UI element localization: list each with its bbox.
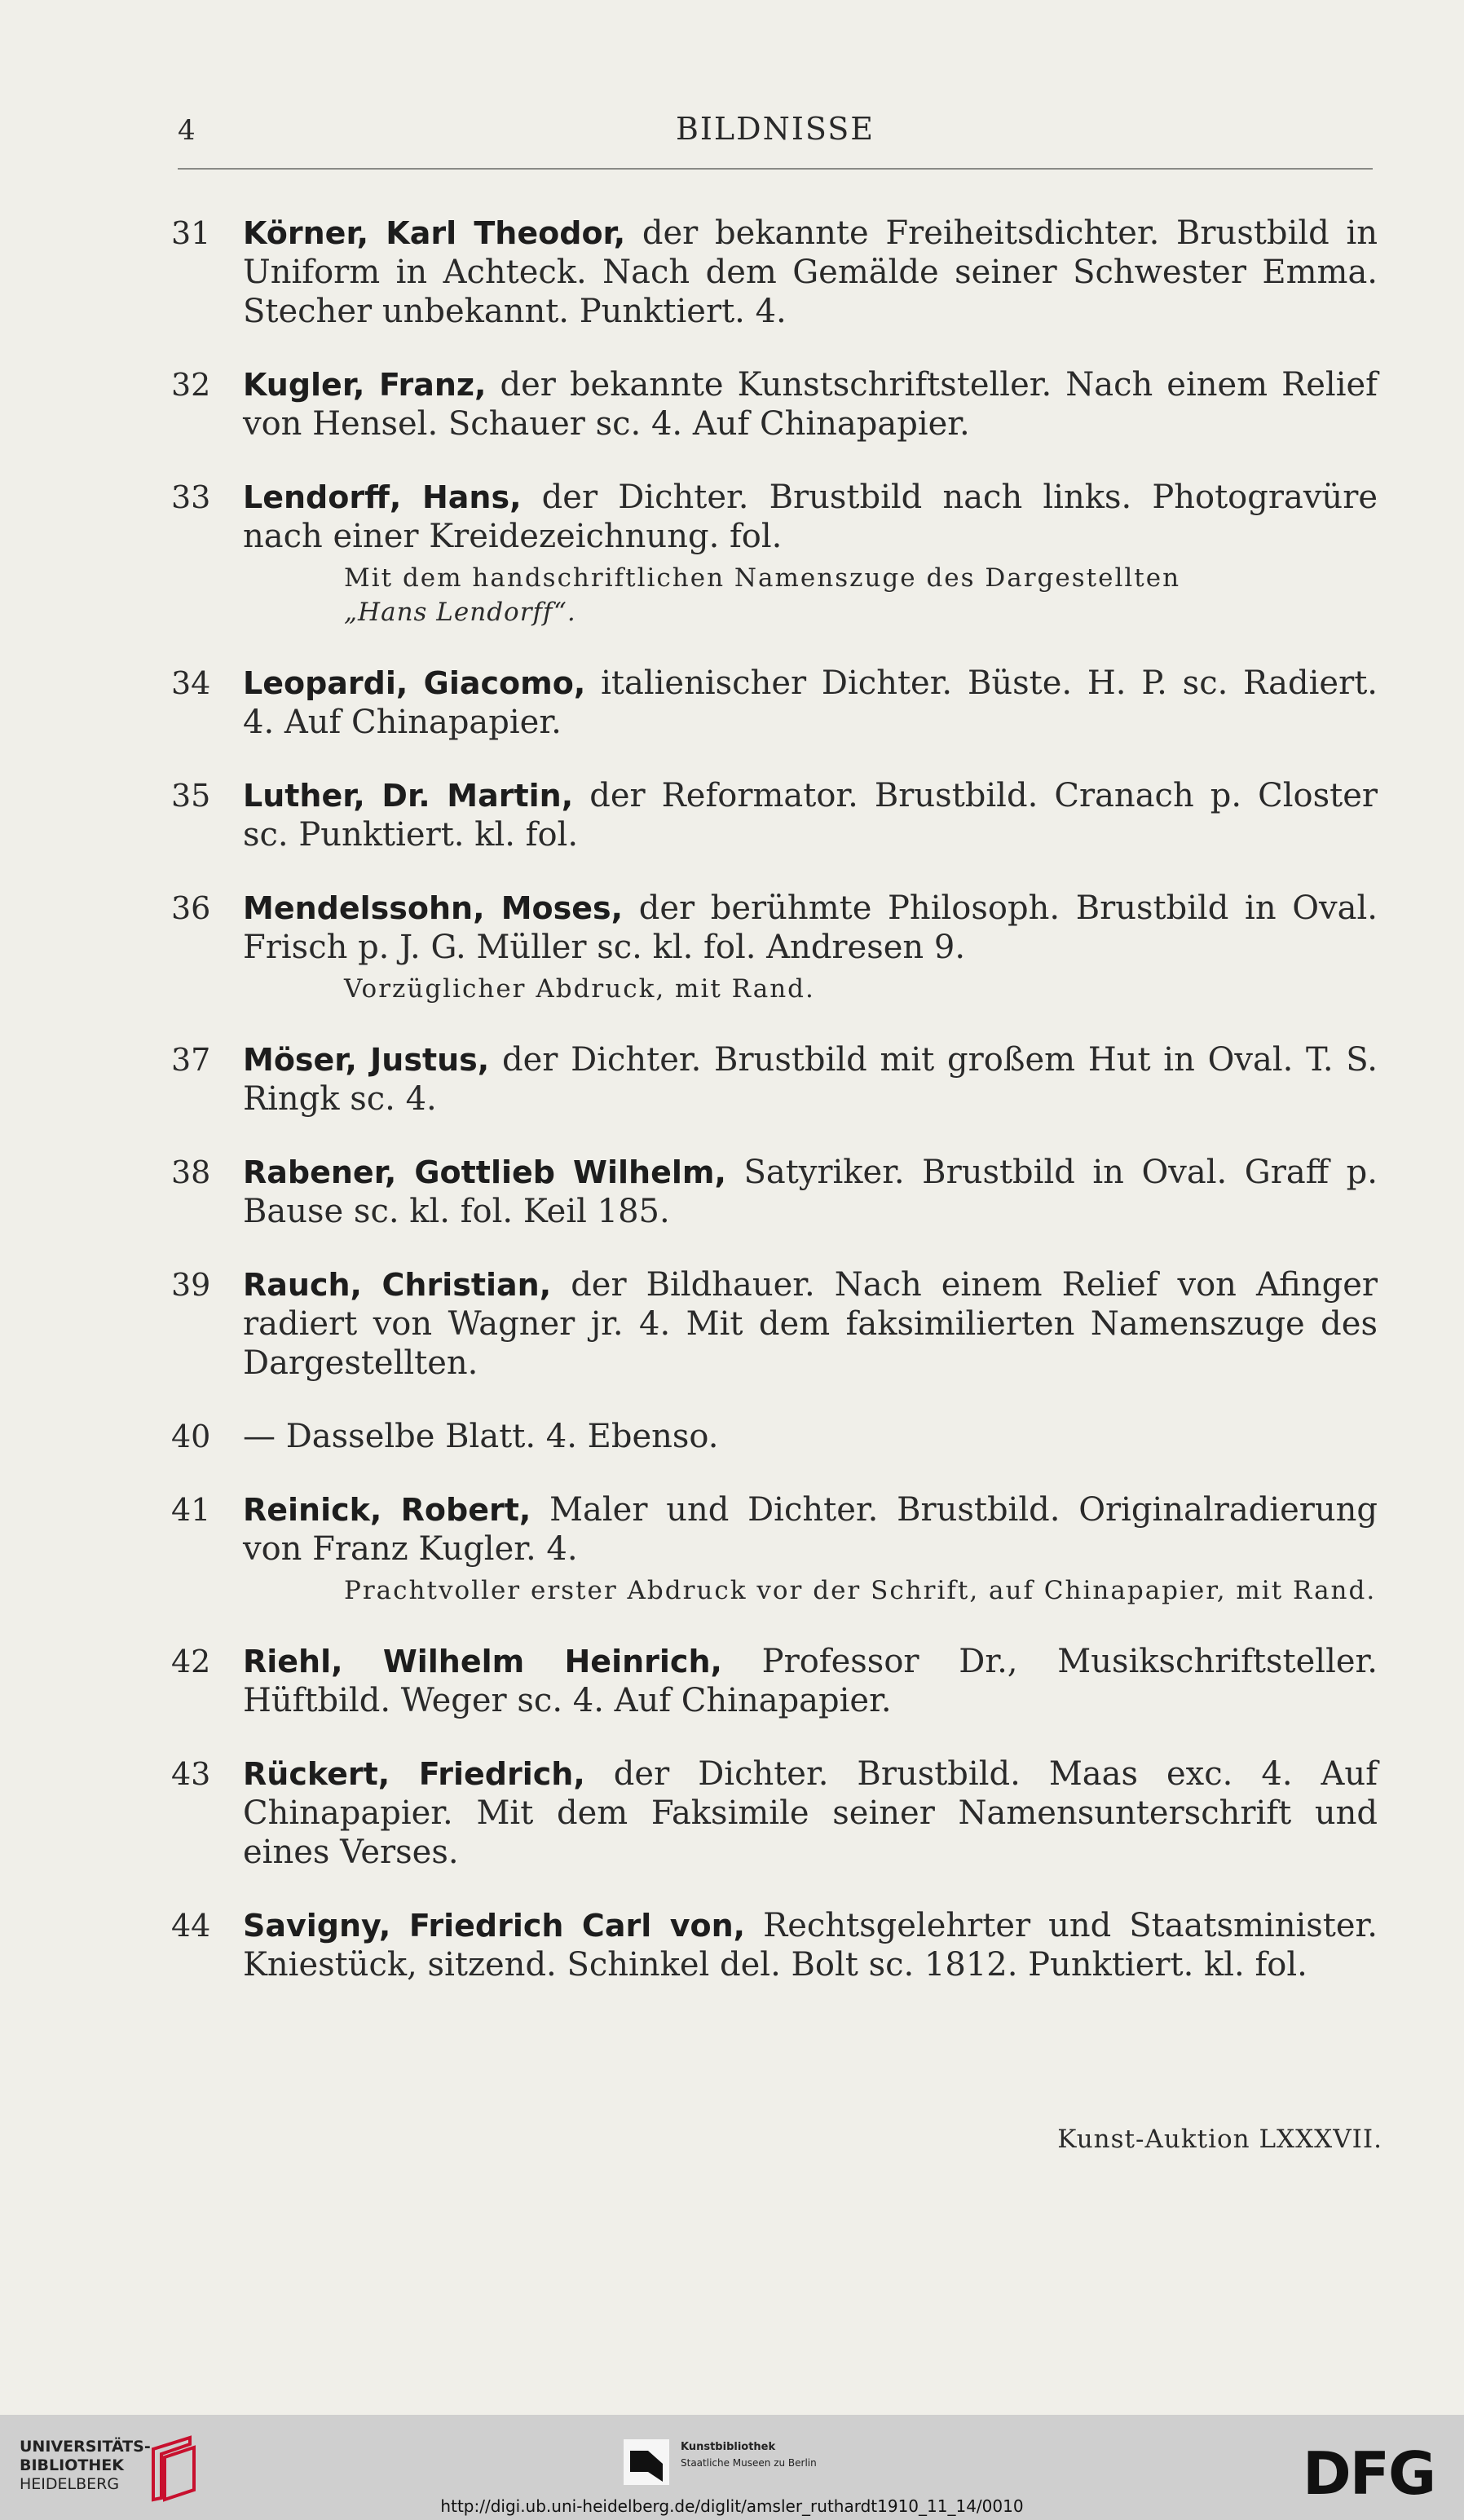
entry-text: italienischer Dichter. Büste. H. P. sc. Radiert. 4. Auf Chinapapier.	[243, 664, 1378, 741]
entry-name: Savigny, Friedrich Carl von,	[243, 1908, 746, 1944]
source-url[interactable]: http://digi.ub.uni-heidelberg.de/diglit/amsler_ruthardt1910_11_14/0010	[440, 2496, 1024, 2516]
entry-note	[243, 561, 1378, 629]
entry-note: Vorzüglicher Abdruck, mit Rand.	[344, 974, 815, 1004]
entry-number: 32	[171, 367, 211, 403]
entry-note: Prachtvoller erster Abdruck vor der Schrift, auf Chinapapier, mit Rand.	[344, 1576, 1377, 1605]
catalog-entry	[171, 776, 1378, 854]
catalog-entry	[171, 889, 1378, 1006]
catalog-entry	[171, 1906, 1378, 1984]
entry-name: Körner, Karl Theodor,	[243, 215, 626, 251]
entry-text: Rechtsgelehrter und Staatsminister. Kniestück, sitzend. Schinkel del. Bolt sc. 1812. Punktiert. kl. fol.	[243, 1907, 1378, 1984]
entry-number: 37	[171, 1042, 211, 1078]
entry-text: der Reformator. Brustbild. Cranach p. Closter sc. Punktiert. kl. fol.	[243, 777, 1378, 854]
entry-text: der bekannte Kunstschriftsteller. Nach einem Relief von Hensel. Schauer sc. 4. Auf Chinapapier.	[243, 366, 1378, 443]
entry-name: Möser, Justus,	[243, 1042, 490, 1078]
entry-number: 36	[171, 890, 211, 926]
kunstbibliothek-icon	[624, 2439, 669, 2485]
entry-name: Luther, Dr. Martin,	[243, 778, 574, 814]
entry-number: 33	[171, 479, 211, 515]
entry-name: Reinick, Robert,	[243, 1492, 531, 1528]
uni-line-2: BIBLIOTHEK	[20, 2456, 124, 2474]
entry-text: Maler und Dichter. Brustbild. Originalradierung von Franz Kugler. 4.	[243, 1491, 1378, 1568]
entry-name: Lendorff, Hans,	[243, 479, 522, 515]
catalog-entry	[171, 1040, 1378, 1119]
entry-name: Leopardi, Giacomo,	[243, 665, 586, 701]
entry-note-italic: „Hans Lendorff“.	[344, 598, 576, 627]
entry-number: 31	[171, 215, 211, 251]
catalog-entry	[171, 1490, 1378, 1608]
entry-number: 34	[171, 665, 211, 701]
entry-number: 44	[171, 1908, 211, 1944]
kb-name: Kunstbibliothek	[681, 2441, 776, 2453]
library-footer	[0, 2415, 1464, 2520]
catalog-entry	[171, 478, 1378, 629]
entry-name: Rückert, Friedrich,	[243, 1756, 585, 1792]
entry-text: der Bildhauer. Nach einem Relief von Afinger radiert von Wagner jr. 4. Mit dem faksimilierten Namenszuge des Dargestellten.	[243, 1266, 1378, 1382]
entry-name: Kugler, Franz,	[243, 367, 487, 403]
entry-number: 43	[171, 1756, 211, 1792]
entry-number: 42	[171, 1644, 211, 1679]
auction-signature: Kunst-Auktion LXXXVII.	[1057, 2125, 1382, 2154]
entry-number: 38	[171, 1154, 211, 1190]
header-rule	[178, 168, 1373, 170]
entry-text: der berühmte Philosoph. Brustbild in Oval. Frisch p. J. G. Müller sc. kl. fol. Andresen 9.	[243, 889, 1378, 966]
entry-text: Satyriker. Brustbild in Oval. Graff p. Bause sc. kl. fol. Keil 185.	[243, 1154, 1378, 1230]
page-title: BILDNISSE	[675, 111, 875, 147]
catalog-entry	[171, 664, 1378, 742]
entry-text: — Dasselbe Blatt. 4. Ebenso.	[243, 1418, 719, 1455]
catalog-entry	[171, 1417, 1378, 1456]
catalog-entry	[171, 1642, 1378, 1720]
entry-number: 35	[171, 778, 211, 814]
catalog-entry	[171, 365, 1378, 444]
page-number: 4	[178, 114, 196, 147]
entry-list	[171, 214, 1378, 2019]
page-header	[178, 111, 1373, 160]
uni-line-3: HEIDELBERG	[20, 2475, 120, 2493]
entry-number: 39	[171, 1267, 211, 1303]
university-logo-icon	[145, 2433, 202, 2505]
kb-subtitle: Staatliche Museen zu Berlin	[681, 2457, 817, 2469]
entry-name: Rauch, Christian,	[243, 1267, 552, 1303]
catalog-entry	[171, 1153, 1378, 1231]
entry-text: der bekannte Freiheitsdichter. Brustbild in Uniform in Achteck. Nach dem Gemälde seiner Schwester Emma. Stecher unbekannt. Punktiert. 4.	[243, 214, 1378, 330]
university-library-label	[20, 2438, 151, 2494]
entry-name: Mendelssohn, Moses,	[243, 890, 624, 926]
entry-text: der Dichter. Brustbild nach links. Photogravüre nach einer Kreidezeichnung. fol.	[243, 479, 1378, 555]
entry-number: 41	[171, 1492, 211, 1528]
entry-name: Riehl, Wilhelm Heinrich,	[243, 1644, 722, 1679]
entry-text: der Dichter. Brustbild. Maas exc. 4. Auf Chinapapier. Mit dem Faksimile seiner Namensunterschrift und eines Verses.	[243, 1755, 1378, 1871]
catalog-entry	[171, 214, 1378, 331]
entry-name: Rabener, Gottlieb Wilhelm,	[243, 1154, 726, 1190]
entry-number: 40	[171, 1419, 211, 1454]
uni-line-1: UNIVERSITÄTS-	[20, 2438, 151, 2456]
entry-text: Professor Dr., Musikschriftsteller. Hüftbild. Weger sc. 4. Auf Chinapapier.	[243, 1643, 1378, 1719]
catalog-entry	[171, 1754, 1378, 1872]
catalog-entry	[171, 1265, 1378, 1383]
entry-text: der Dichter. Brustbild mit großem Hut in Oval. T. S. Ringk sc. 4.	[243, 1041, 1378, 1118]
dfg-logo: DFG	[1303, 2439, 1435, 2508]
entry-note-text: Mit dem handschriftlichen Namenszuge des Dargestellten	[344, 563, 1181, 593]
